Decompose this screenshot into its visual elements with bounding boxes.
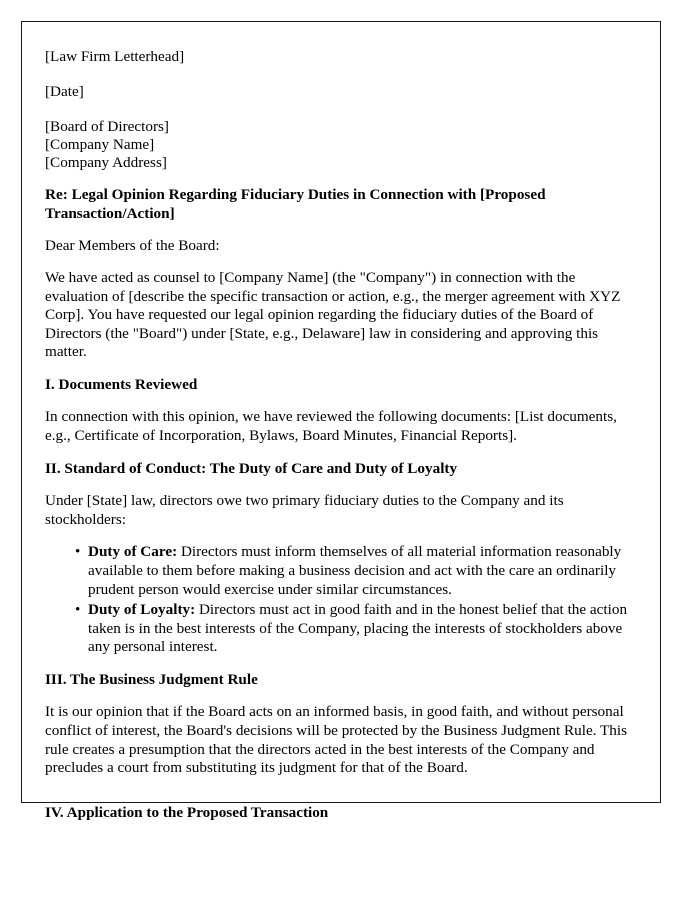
- section-ii-paragraph: Under [State] law, directors owe two primary fiduciary duties to the Company and its stockholders:: [45, 492, 564, 528]
- section-heading-iii: III. The Business Judgment Rule: [45, 670, 258, 688]
- duty-of-care-text: Directors must inform themselves of all material information reasonably available to them before making a business decision and act with the care an ordinarily prudent person would exercise under similar circumstances.: [88, 543, 622, 598]
- section-iii-paragraph: It is our opinion that if the Board acts on an informed basis, in good faith, and without personal conflict of interest, the Board's decisions will be protected by the Business Judgment Rule. This rule creates a presumption that the directors acted in the best interests of the Company and precludes a court from substituting its judgment for that of the Board.: [45, 703, 628, 777]
- duty-of-loyalty-term: Duty of Loyalty:: [88, 601, 196, 619]
- recipient-line-company: [Company Name]: [45, 136, 155, 153]
- spacer: [45, 689, 638, 703]
- recipient-address-block: [45, 118, 638, 172]
- date-placeholder: [Date]: [45, 83, 84, 100]
- spacer: [45, 657, 638, 671]
- duty-of-loyalty-text: Directors must act in good faith and in the honest belief that the action taken is in the best interests of the Company, placing the interests of stockholders above any personal interest.: [88, 601, 628, 656]
- recipient-line-board: [Board of Directors]: [45, 118, 169, 135]
- letterhead-placeholder: [Law Firm Letterhead]: [45, 48, 185, 65]
- document-page: [21, 21, 661, 822]
- bullet-icon: •: [75, 601, 81, 619]
- spacer: [45, 223, 638, 237]
- fiduciary-duties-list: [45, 543, 638, 657]
- spacer: [45, 362, 638, 376]
- section-i-paragraph: In connection with this opinion, we have reviewed the following documents: [List documents, e.g., Certificate of Incorporation, Bylaws, Board Minutes, Financial Reports].: [45, 408, 617, 445]
- spacer: [45, 478, 638, 492]
- spacer: [45, 172, 638, 186]
- clipped-heading-region: [45, 792, 638, 822]
- bullet-icon: •: [75, 543, 81, 561]
- spacer: [45, 529, 638, 543]
- spacer: [45, 66, 638, 83]
- recipient-line-address: [Company Address]: [45, 154, 167, 171]
- section-heading-ii: II. Standard of Conduct: The Duty of Care and Duty of Loyalty: [45, 459, 458, 477]
- spacer: [45, 101, 638, 118]
- list-item: [75, 543, 638, 599]
- spacer: [45, 255, 638, 269]
- spacer: [45, 394, 638, 408]
- spacer: [45, 778, 638, 792]
- section-heading-i: I. Documents Reviewed: [45, 375, 198, 393]
- list-item: [75, 601, 638, 657]
- subject-line: Re: Legal Opinion Regarding Fiduciary Duties in Connection with [Proposed Transaction/Action]: [45, 186, 546, 222]
- salutation: Dear Members of the Board:: [45, 237, 220, 254]
- section-heading-iv: IV. Application to the Proposed Transaction: [45, 804, 329, 822]
- intro-paragraph: We have acted as counsel to [Company Name] (the "Company") in connection with the evaluation of [describe the specific transaction or action, e.g., the merger agreement with XYZ Corp]. You have requested our legal opinion regarding the fiduciary duties of the Board of Directors (the "Board") under [State, e.g., Delaware] law in considering and approving this matter.: [45, 269, 621, 361]
- document-body: [22, 22, 660, 822]
- duty-of-care-term: Duty of Care:: [88, 543, 178, 561]
- spacer: [45, 446, 638, 460]
